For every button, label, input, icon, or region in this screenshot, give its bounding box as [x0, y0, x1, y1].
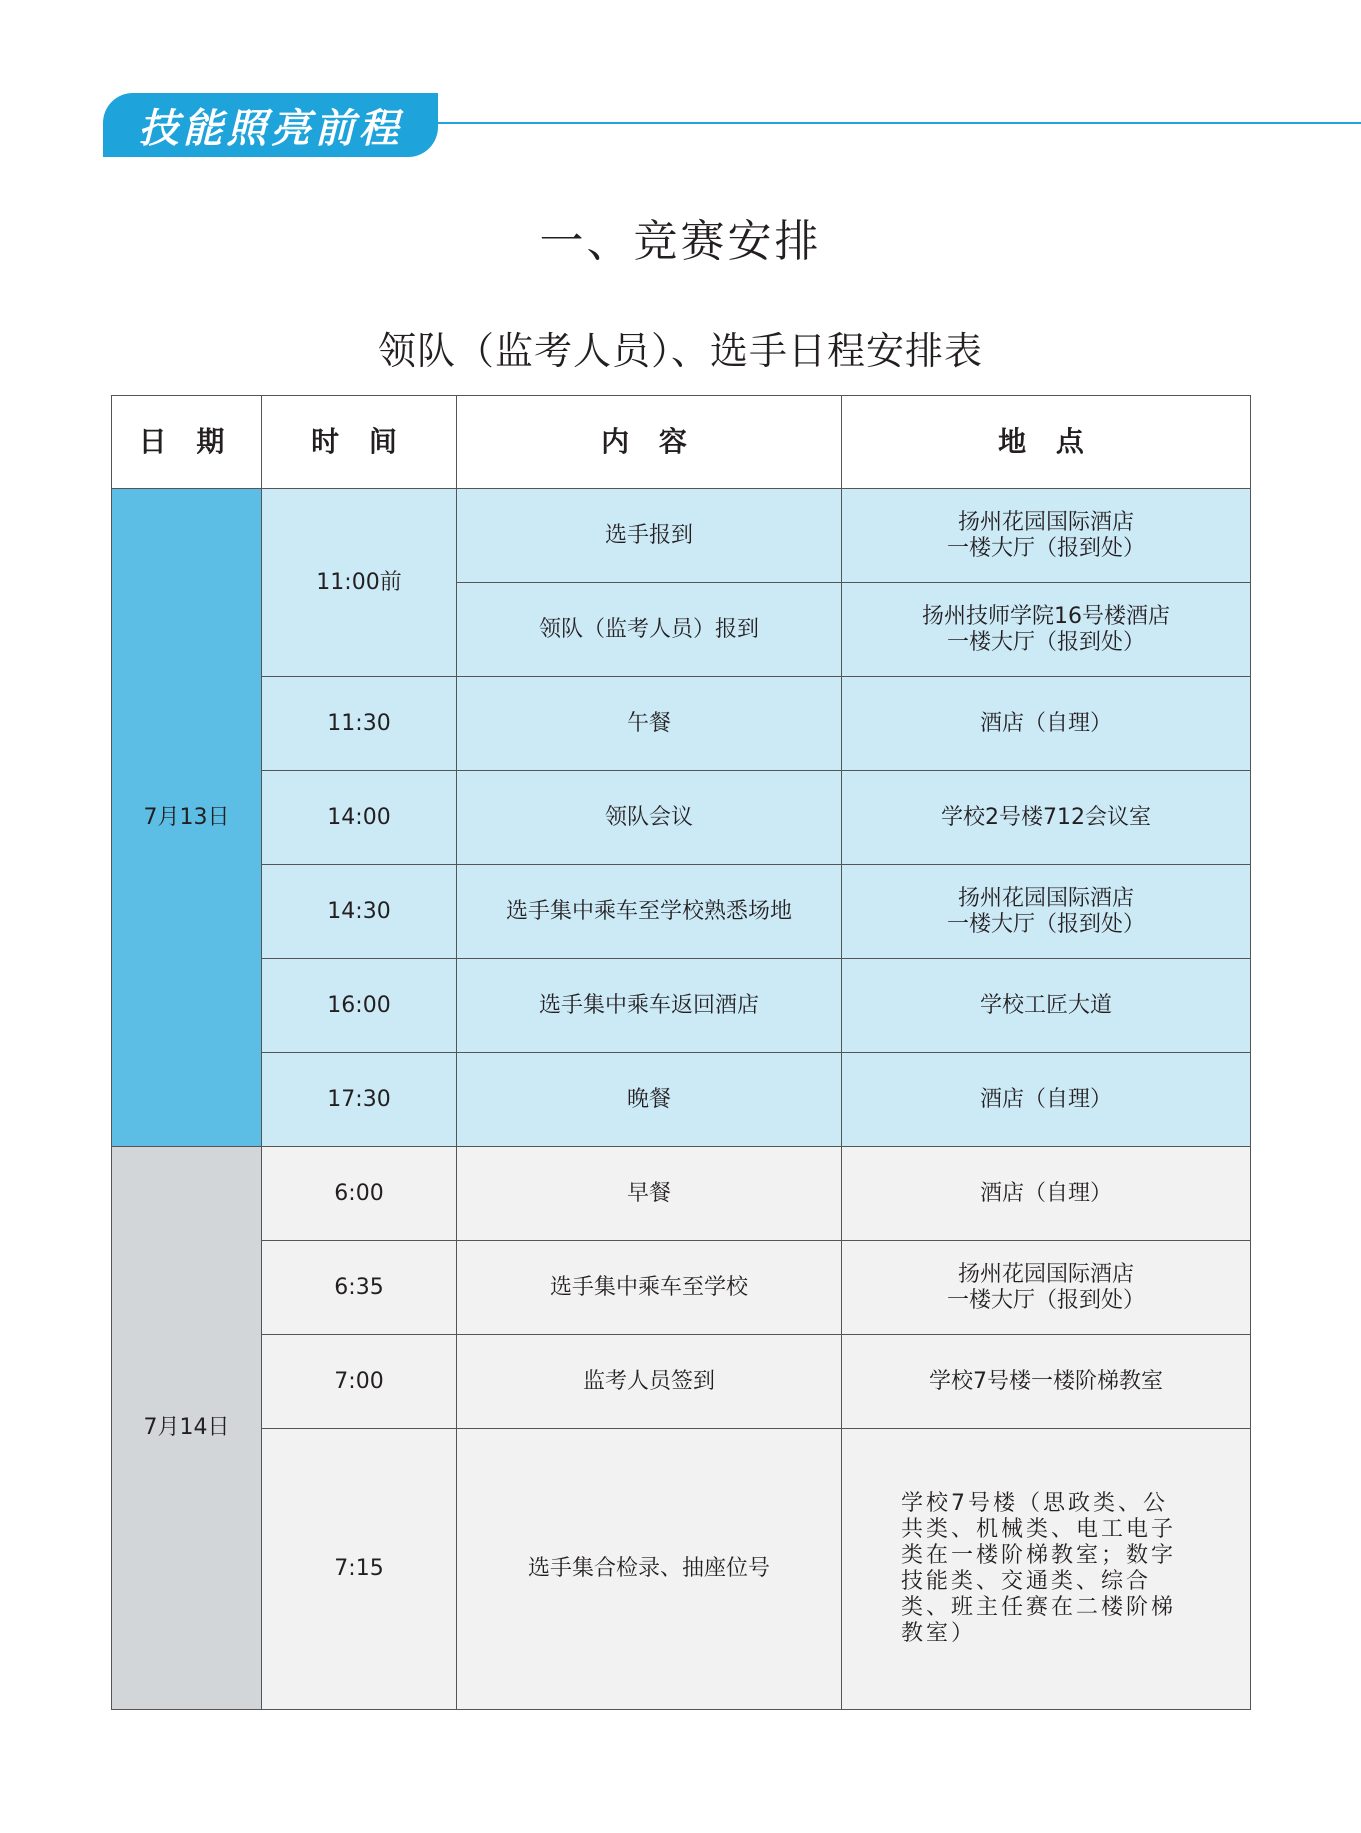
- place-cell: [842, 1429, 1251, 1710]
- banner-divider: [438, 122, 1361, 124]
- place-cell: [842, 1241, 1251, 1335]
- content-cell: 领队会议: [457, 771, 842, 865]
- place-cell: 酒店（自理）: [842, 1147, 1251, 1241]
- time-cell: 16:00: [262, 959, 457, 1053]
- time-cell: 11:30: [262, 677, 457, 771]
- header-time: 时 间: [262, 396, 457, 489]
- section-title: 一、竞赛安排: [539, 216, 822, 267]
- place-cell: [842, 865, 1251, 959]
- place-text: 扬州花园国际酒店 一楼大厅（报到处）: [946, 1261, 1145, 1313]
- table-row: [112, 1053, 1251, 1147]
- table-title: 领队（监考人员）、选手日程安排表: [377, 329, 983, 373]
- place-text: 学校7号楼（思政类、公共类、机械类、电工电子类在一楼阶梯教室；数字技能类、交通类、综合类、班主任赛在二楼阶梯教室）: [901, 1491, 1177, 1646]
- time-cell: 6:00: [262, 1147, 457, 1241]
- time-cell: 11:00前: [262, 489, 457, 677]
- table-header-row: [112, 396, 1251, 489]
- schedule-table: [111, 395, 1251, 1710]
- header-date: 日 期: [112, 396, 262, 489]
- header-content: 内 容: [457, 396, 842, 489]
- date-cell-day2: 7月14日: [112, 1147, 262, 1710]
- table-row: [112, 1147, 1251, 1241]
- time-cell: 17:30: [262, 1053, 457, 1147]
- content-cell: 选手集中乘车至学校: [457, 1241, 842, 1335]
- place-cell: 学校2号楼712会议室: [842, 771, 1251, 865]
- table-row: [112, 959, 1251, 1053]
- date-cell-day1: 7月13日: [112, 489, 262, 1147]
- place-text: 扬州技师学院16号楼酒店 一楼大厅（报到处）: [922, 603, 1170, 655]
- header-banner: [103, 93, 438, 157]
- place-cell: 酒店（自理）: [842, 677, 1251, 771]
- time-cell: 6:35: [262, 1241, 457, 1335]
- content-cell: 选手集合检录、抽座位号: [457, 1429, 842, 1710]
- table-row: [112, 865, 1251, 959]
- table-row: [112, 489, 1251, 583]
- time-cell: 14:30: [262, 865, 457, 959]
- time-cell: 7:15: [262, 1429, 457, 1710]
- content-cell: 选手集中乘车返回酒店: [457, 959, 842, 1053]
- table-row: [112, 771, 1251, 865]
- content-cell: 选手报到: [457, 489, 842, 583]
- place-cell: [842, 583, 1251, 677]
- place-text: 扬州花园国际酒店 一楼大厅（报到处）: [946, 509, 1145, 561]
- place-cell: 学校工匠大道: [842, 959, 1251, 1053]
- place-cell: 酒店（自理）: [842, 1053, 1251, 1147]
- table-row: [112, 677, 1251, 771]
- time-cell: 7:00: [262, 1335, 457, 1429]
- banner-text: 技能照亮前程: [138, 104, 403, 152]
- table-row: [112, 1335, 1251, 1429]
- content-cell: 晚餐: [457, 1053, 842, 1147]
- content-cell: 选手集中乘车至学校熟悉场地: [457, 865, 842, 959]
- header-place: 地 点: [842, 396, 1251, 489]
- time-cell: 14:00: [262, 771, 457, 865]
- place-cell: 学校7号楼一楼阶梯教室: [842, 1335, 1251, 1429]
- table-row: [112, 1429, 1251, 1710]
- content-cell: 午餐: [457, 677, 842, 771]
- table-row: [112, 1241, 1251, 1335]
- content-cell: 早餐: [457, 1147, 842, 1241]
- content-cell: 监考人员签到: [457, 1335, 842, 1429]
- place-text: 扬州花园国际酒店 一楼大厅（报到处）: [946, 885, 1145, 937]
- content-cell: 领队（监考人员）报到: [457, 583, 842, 677]
- place-cell: [842, 489, 1251, 583]
